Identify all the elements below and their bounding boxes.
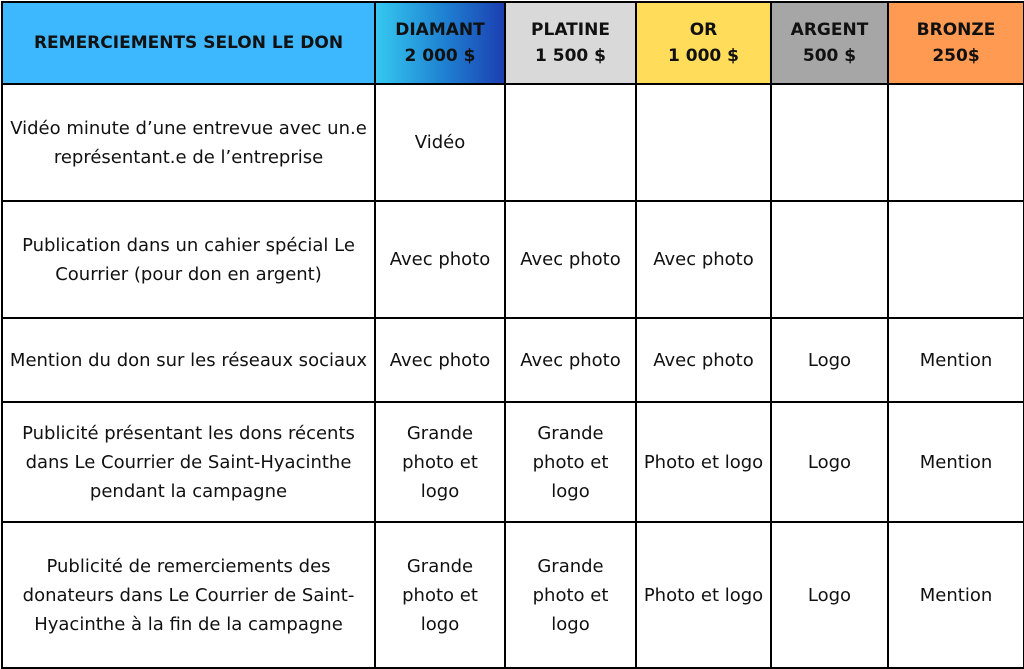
row-label: Vidéo minute d’une entrevue avec un.e représentant.e de l’entreprise — [2, 84, 375, 201]
tier-header-bronze — [888, 2, 1024, 84]
header-row — [2, 2, 1024, 84]
donation-tiers-table — [1, 1, 1024, 669]
cell-argent: Logo — [771, 318, 888, 402]
cell-platine: Grande photo et logo — [505, 402, 636, 522]
cell-or: Avec photo — [636, 201, 771, 318]
cell-or: Photo et logo — [636, 402, 771, 522]
tier-amount: 500 $ — [802, 46, 857, 66]
table-row — [2, 318, 1024, 402]
cell-argent: Logo — [771, 402, 888, 522]
tier-header-or — [636, 2, 771, 84]
table-row — [2, 522, 1024, 668]
cell-argent — [771, 201, 888, 318]
tier-name: OR — [689, 20, 718, 40]
cell-bronze — [888, 84, 1024, 201]
tier-name: DIAMANT — [395, 20, 485, 40]
cell-bronze: Mention — [888, 318, 1024, 402]
tier-header-argent — [771, 2, 888, 84]
cell-diamant: Avec photo — [375, 318, 505, 402]
row-label: Publicité de remerciements des donateurs dans Le Courrier de Saint-Hyacinthe à la fin de la campagne — [2, 522, 375, 668]
tier-name: PLATINE — [531, 20, 610, 40]
cell-bronze: Mention — [888, 522, 1024, 668]
cell-bronze — [888, 201, 1024, 318]
row-label: Publicité présentant les dons récents dans Le Courrier de Saint-Hyacinthe pendant la campagne — [2, 402, 375, 522]
cell-diamant: Vidéo — [375, 84, 505, 201]
row-label: Mention du don sur les réseaux sociaux — [2, 318, 375, 402]
cell-or: Avec photo — [636, 318, 771, 402]
cell-or — [636, 84, 771, 201]
cell-platine — [505, 84, 636, 201]
cell-argent: Logo — [771, 522, 888, 668]
table-row — [2, 84, 1024, 201]
tier-header-platine — [505, 2, 636, 84]
cell-platine: Avec photo — [505, 201, 636, 318]
cell-diamant: Avec photo — [375, 201, 505, 318]
cell-diamant: Grande photo et logo — [375, 402, 505, 522]
tier-header-diamant — [375, 2, 505, 84]
tier-amount: 2 000 $ — [404, 46, 476, 66]
row-label: Publication dans un cahier spécial Le Courrier (pour don en argent) — [2, 201, 375, 318]
table-row — [2, 402, 1024, 522]
tier-amount: 1 500 $ — [535, 46, 606, 66]
cell-bronze: Mention — [888, 402, 1024, 522]
tier-amount: 1 000 $ — [668, 46, 739, 66]
tier-name: BRONZE — [916, 20, 996, 40]
tier-name: ARGENT — [790, 20, 869, 40]
cell-argent — [771, 84, 888, 201]
cell-diamant: Grande photo et logo — [375, 522, 505, 668]
cell-platine: Grande photo et logo — [505, 522, 636, 668]
table-row — [2, 201, 1024, 318]
cell-or: Photo et logo — [636, 522, 771, 668]
tier-amount: 250$ — [932, 46, 980, 66]
header-label: REMERCIEMENTS SELON LE DON — [2, 2, 375, 84]
cell-platine: Avec photo — [505, 318, 636, 402]
